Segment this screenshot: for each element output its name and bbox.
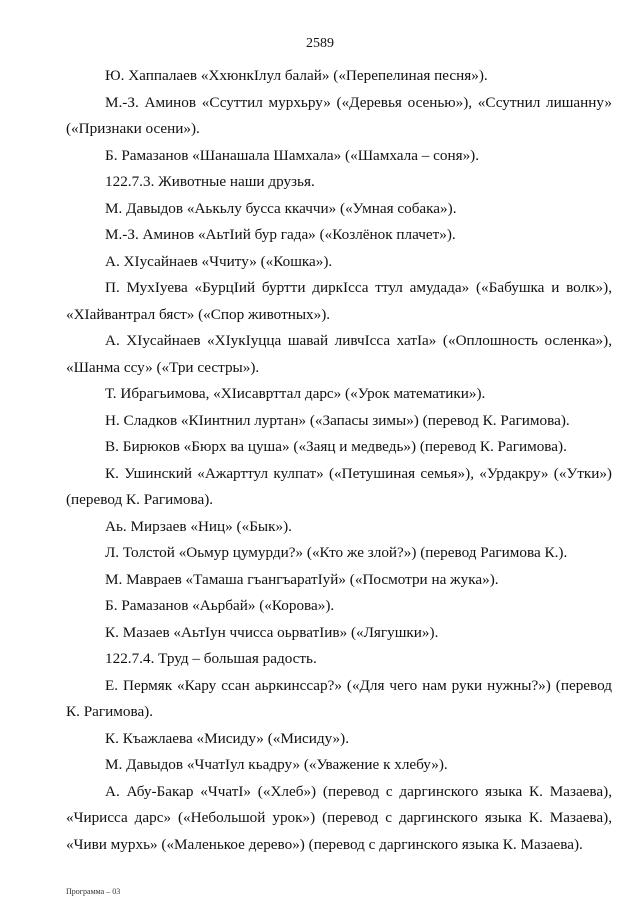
paragraph-husainaev-donkey: А. ХIусайнаев «ХIукIуцца шавай ливчIсса хатIа» («Оплошность осленка»), «Шанма ссу» («Три сестры»). (66, 332, 612, 376)
paragraph-husainaev-cat: А. ХIусайнаев «Ччиту» («Кошка»). (105, 252, 333, 270)
paragraph-aminov-autumn: М.-З. Аминов «Ссуттил мурхьру» («Деревья осенью»), «Ссутнил лишанну» («Признаки осени»). (66, 93, 612, 137)
paragraph-sladkov-winter: Н. Сладков «КIинтнил луртан» («Запасы зимы») (перевод К. Рагимова). (105, 411, 570, 429)
paragraph-abu-bakar: А. Абу-Бакар «ЧчатI» («Хлеб») (перевод с даргинского языка К. Мазаева), «Чирисса дарс» («Небольшой урок») (перевод с даргинского языка К. Мазаева), «Чиви мурхь» («Маленькое дерево») (перевод с даргинского языка К. Мазаева). (66, 782, 612, 853)
document-body (66, 63, 612, 858)
paragraph-ramazanov-cow: Б. Рамазанов «Аьрбай» («Корова»). (105, 597, 335, 614)
paragraph-davydov-dog: М. Давыдов «Аькьлу бусса ккаччи» («Умная собака»). (105, 199, 457, 217)
paragraph-mavraev-beetle: М. Мавраев «Тамаша гъангъаратIуй» («Посмотри на жука»). (105, 570, 499, 588)
paragraph-aminov-goat: М.-З. Аминов «АьтIий бур гада» («Козлёнок плачет»). (105, 226, 456, 243)
paragraph-permyak-hands: Е. Пермяк «Кару ссан аьркинссар?» («Для чего нам руки нужны?») (перевод К. Рагимова). (66, 676, 612, 720)
paragraph-biryukov-hare: В. Бирюков «Бюрх ва цуша» («Заяц и медведь») (перевод К. Рагимова). (105, 438, 567, 455)
paragraph-mirzaev-bull: Аь. Мирзаев «Ниц» («Бык»). (105, 517, 292, 535)
paragraph-happalaev: Ю. Хаппалаев «ХхюнкIлул балай» («Перепелиная песня»). (105, 67, 488, 84)
section-heading-labor: 122.7.4. Труд – большая радость. (105, 650, 317, 667)
paragraph-mazaev-frogs: К. Мазаев «АьтIун ччисса оьрватIив» («Лягушки»). (105, 623, 439, 641)
paragraph-ushinsky-rooster: К. Ушинский «Ажарттул кулпат» («Петушиная семья»), «Урдакру» («Утки») (перевод К. Рагимова). (66, 464, 612, 508)
paragraph-tolstoy-evil: Л. Толстой «Оьмур цумурди?» («Кто же злой?») (перевод Рагимова К.). (105, 544, 568, 561)
paragraph-kazhlaeva-misidu: К. Къажлаева «Мисиду» («Мисиду»). (105, 729, 349, 747)
paragraph-ibragimova-math: Т. Ибрагьимова, «ХIисаврттал дарс» («Урок математики»). (105, 385, 486, 402)
paragraph-mukhueva-wolf: П. МухIуева «БурцIий буртти диркIсса ттул амудада» («Бабушка и волк»), «ХIайвантрал бяст» («Спор животных»). (66, 279, 612, 323)
section-heading-animals: 122.7.3. Животные наши друзья. (105, 173, 315, 190)
footer-label: Программа – 03 (66, 887, 121, 896)
paragraph-ramazanov-shamkhala: Б. Рамазанов «Шанашала Шамхала» («Шамхала – соня»). (105, 146, 480, 164)
paragraph-davydov-bread: М. Давыдов «ЧчатIул кьадру» («Уважение к хлебу»). (105, 756, 448, 773)
page-number: 2589 (306, 36, 334, 51)
